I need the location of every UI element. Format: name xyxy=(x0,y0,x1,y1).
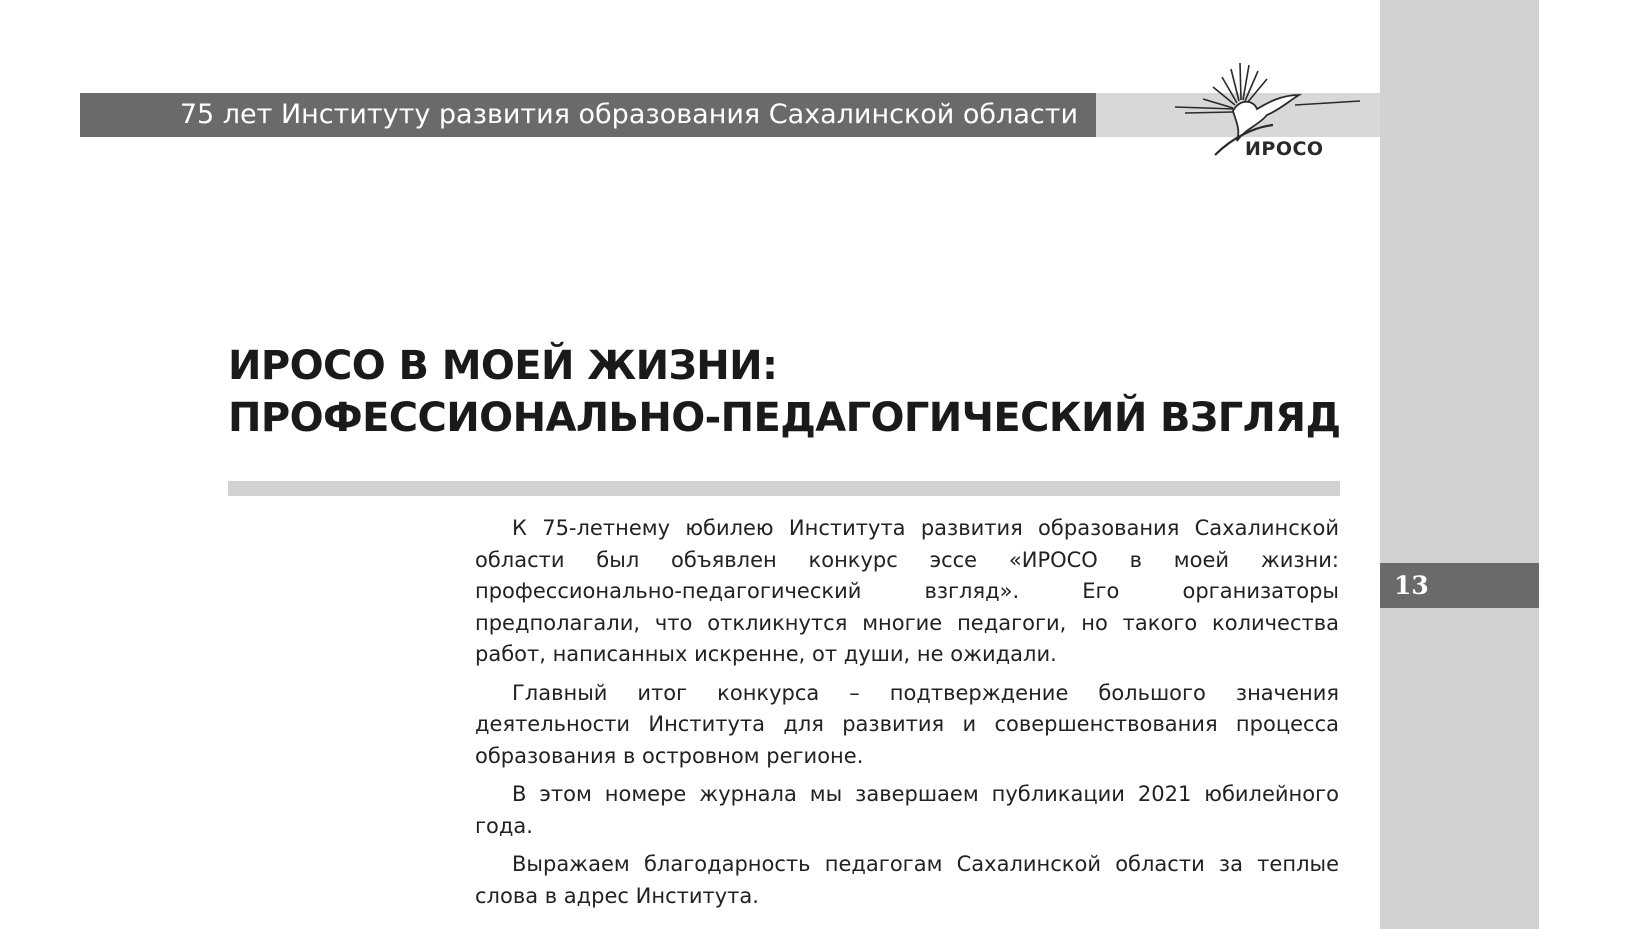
paragraph-1: К 75-летнему юбилею Института развития образования Сахалинской области был объявлен конкурс эссе «ИРОСО в моей жизни: профессионально-педагогический взгляд». Его организаторы предполагали, что откликнутся многие педагоги, но такого количества работ, написанных искренне, от души, не ожидали. xyxy=(475,516,1339,666)
article-title-line-1: ИРОСО В МОЕЙ ЖИЗНИ: xyxy=(228,343,778,389)
page-number: 13 xyxy=(1394,571,1429,600)
article-title xyxy=(228,340,1358,444)
article-title-line-2: ПРОФЕССИОНАЛЬНО-ПЕДАГОГИЧЕСКИЙ ВЗГЛЯД xyxy=(228,395,1341,441)
title-divider xyxy=(228,481,1340,496)
paragraph-4: Выражаем благодарность педагогам Сахалинской области за теплые слова в адрес Института. xyxy=(475,852,1339,908)
running-header-bar xyxy=(80,93,1096,137)
logo-text: ИРОСО xyxy=(1245,138,1324,160)
page-number-badge xyxy=(1380,563,1539,608)
running-header-title: 75 лет Институту развития образования Сахалинской области xyxy=(179,99,1078,130)
article-body xyxy=(475,513,1339,919)
paragraph-3: В этом номере журнала мы завершаем публикации 2021 юбилейного года. xyxy=(475,782,1339,838)
paragraph-2: Главный итог конкурса – подтверждение большого значения деятельности Института для развития и совершенствования процесса образования в островном регионе. xyxy=(475,680,1339,768)
side-margin-strip xyxy=(1380,0,1539,929)
